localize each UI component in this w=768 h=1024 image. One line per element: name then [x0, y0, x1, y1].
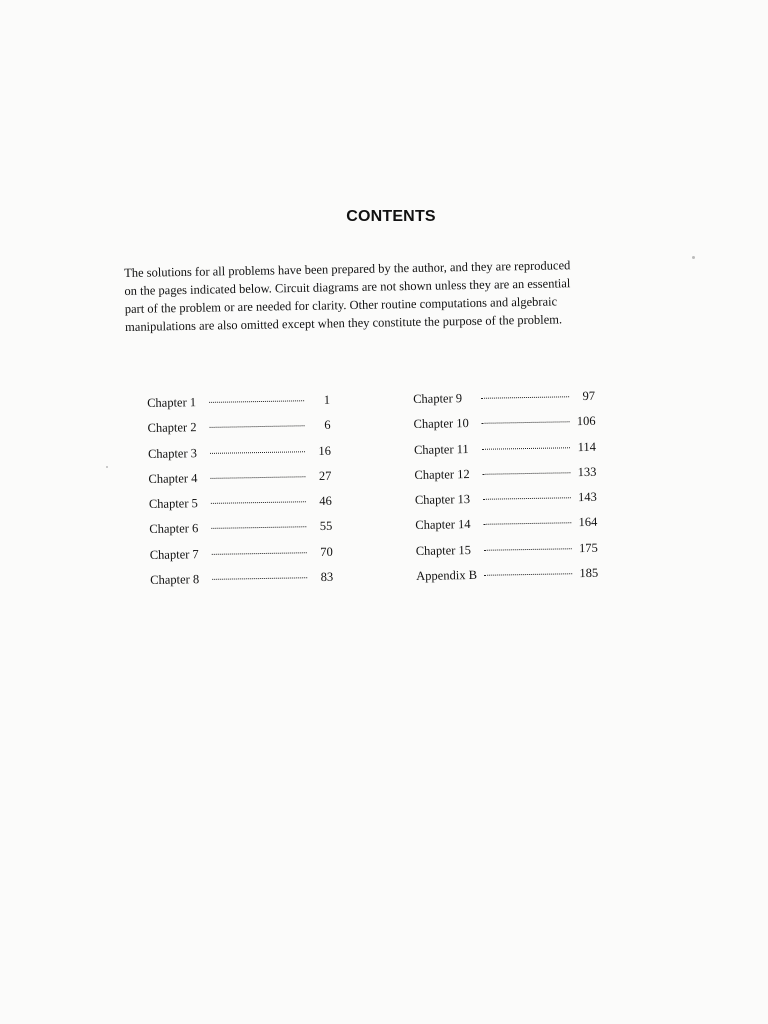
toc-dot-leader: [484, 548, 572, 551]
toc-dot-leader: [212, 577, 307, 580]
toc-entry-label: Chapter 9: [413, 391, 463, 406]
toc-entry-label: Appendix B: [416, 567, 478, 584]
toc-entry: [414, 465, 596, 493]
intro-line: on the pages indicated below. Circuit diagrams are not shown unless they are an essential: [124, 276, 571, 298]
toc-dot-leader: [483, 523, 571, 526]
toc-entry-label: Chapter 4: [148, 471, 198, 486]
toc-entry-label: Chapter 3: [147, 445, 198, 461]
toc-entry-page: 114: [577, 439, 597, 454]
intro-line: part of the problem or are needed for clarity. Other routine computations and algebraic: [124, 294, 558, 316]
toc-entry: [148, 469, 331, 497]
toc-entry-page: 164: [578, 515, 598, 530]
toc-dot-leader: [482, 447, 570, 450]
toc-entry: [415, 490, 597, 518]
toc-entry-page: 1: [323, 392, 331, 407]
toc-dot-leader: [483, 497, 571, 500]
toc-entry-page: 185: [579, 565, 599, 581]
toc-entry-label: Chapter 8: [150, 572, 200, 588]
toc-entry: [414, 439, 596, 467]
toc-entry-label: Chapter 11: [413, 441, 469, 457]
toc-entry-label: Chapter 15: [415, 542, 472, 558]
toc-dot-leader: [210, 476, 305, 479]
toc-entry-label: Chapter 13: [414, 492, 471, 508]
toc-entry: [415, 515, 597, 543]
toc-entry-label: Chapter 10: [413, 416, 469, 432]
toc-dot-leader: [210, 451, 305, 454]
toc-entry: [147, 418, 330, 446]
toc-entry: [413, 414, 595, 442]
toc-entry-page: 106: [576, 414, 596, 429]
toc-entry-page: 143: [577, 489, 597, 505]
toc-dot-leader: [484, 573, 572, 576]
toc-entry-label: Chapter 12: [414, 466, 470, 482]
toc-entry: [148, 443, 331, 471]
toc-dot-leader: [212, 552, 307, 555]
toc-entry: [416, 541, 598, 569]
toc-entry-page: 97: [582, 388, 596, 404]
toc-entry-page: 16: [318, 443, 332, 458]
toc-entry-page: 133: [577, 464, 597, 480]
toc-entry-label: Chapter 1: [147, 395, 197, 410]
toc-entry: [149, 519, 332, 547]
toc-left-column: [147, 393, 334, 599]
toc-entry: [147, 393, 330, 421]
toc-dot-leader: [209, 400, 304, 403]
toc-entry-label: Chapter 7: [149, 546, 199, 562]
toc-entry: [416, 566, 598, 594]
toc-entry-page: 27: [318, 468, 332, 483]
toc-dot-leader: [211, 501, 306, 504]
toc-entry-label: Chapter 6: [149, 521, 199, 537]
toc-entry-page: 46: [319, 493, 332, 509]
toc-entry: [150, 545, 333, 573]
intro-paragraph: [124, 255, 665, 336]
toc-dot-leader: [482, 472, 570, 475]
intro-line: manipulations are also omitted except when they constitute the purpose of the problem.: [124, 312, 563, 334]
toc-dot-leader: [211, 527, 306, 530]
toc-entry-label: Chapter 2: [147, 420, 197, 436]
toc-entry-page: 70: [320, 544, 333, 559]
toc-dot-leader: [481, 396, 569, 399]
toc-dot-leader: [482, 422, 570, 425]
toc-entry-page: 83: [320, 569, 334, 585]
toc-entry: [413, 389, 595, 417]
toc-entry-page: 6: [324, 418, 331, 433]
toc-right-column: [413, 389, 599, 595]
toc-entry: [150, 570, 333, 598]
toc-entry: [149, 494, 332, 522]
toc-entry-label: Chapter 5: [148, 496, 198, 512]
toc-entry-page: 55: [319, 519, 333, 534]
toc-entry-label: Chapter 14: [415, 517, 471, 533]
toc-entry-page: 175: [578, 540, 598, 555]
scan-speck: [106, 466, 108, 468]
intro-line: The solutions for all problems have been prepared by the author, and they are reproduced: [124, 258, 571, 280]
page-title: CONTENTS: [346, 208, 436, 225]
toc-dot-leader: [210, 426, 305, 429]
scan-speck: [692, 256, 695, 259]
